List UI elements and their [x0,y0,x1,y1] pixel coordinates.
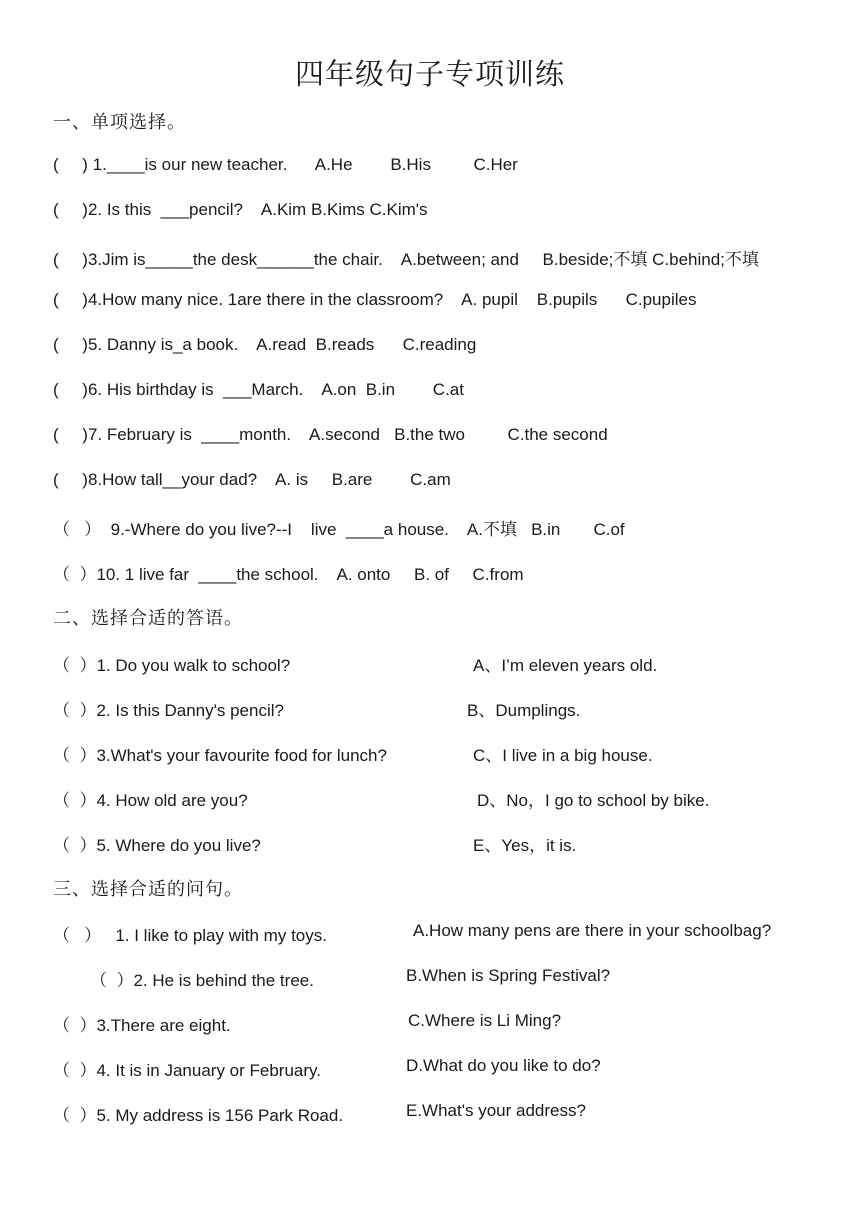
question-option-c: C.Where is Li Ming? [408,1011,562,1030]
reply-4: （ ）4. It is in January or February. [53,1061,321,1080]
reply-5: （ ）5. My address is 156 Park Road. [53,1106,344,1125]
question-4: ( )4.How many nice. 1are there in the classroom? A. pupil B.pupils C.pupiles [53,290,697,309]
match-question-4: （ ）4. How old are you? [53,791,248,810]
section-heading-3: 三、选择合适的问句。 [53,879,243,900]
question-8: ( )8.How tall__your dad? A. is B.are C.am [53,470,451,489]
question-7: ( )7. February is ____month. A.second B.the two C.the second [53,425,608,444]
section-heading-2: 二、选择合适的答语。 [53,608,243,629]
question-option-b: B.When is Spring Festival? [406,966,611,985]
section-heading-1: 一、单项选择。 [53,112,186,133]
question-10: （ ）10. 1 live far ____the school. A. onto B. of C.from [53,565,524,584]
page-title: 四年级句子专项训练 [294,57,565,91]
match-answer-b: B、Dumplings. [467,701,581,720]
reply-3: （ ）3.There are eight. [53,1016,231,1035]
question-5: ( )5. Danny is_a book. A.read B.reads C.reading [53,335,477,354]
match-answer-d: D、No，I go to school by bike. [477,791,710,810]
match-question-5: （ ）5. Where do you live? [53,836,261,855]
match-question-1: （ ）1. Do you walk to school? [53,656,291,675]
reply-2: （ ）2. He is behind the tree. [90,971,314,990]
reply-1: （ ） 1. I like to play with my toys. [53,926,327,945]
match-answer-e: E、Yes，it is. [473,836,577,855]
question-6: ( )6. His birthday is ___March. A.on B.in C.at [53,380,464,399]
question-option-e: E.What's your address? [406,1101,586,1120]
question-3: ( )3.Jim is_____the desk______the chair. A.between; and B.beside;不填 C.behind;不填 [53,250,759,269]
match-question-2: （ ）2. Is this Danny's pencil? [53,701,284,720]
question-9: （ ） 9.-Where do you live?--I live ____a house. A.不填 B.in C.of [53,520,625,539]
match-question-3: （ ）3.What's your favourite food for lunch? [53,746,387,765]
question-1: ( ) 1.____is our new teacher. A.He B.His C.Her [53,155,518,174]
question-option-a: A.How many pens are there in your schoolbag? [413,921,772,940]
question-option-d: D.What do you like to do? [406,1056,601,1075]
match-answer-c: C、I live in a big house. [473,746,653,765]
match-answer-a: A、I’m eleven years old. [473,656,658,675]
question-2: ( )2. Is this ___pencil? A.Kim B.Kims C.Kim's [53,200,428,219]
